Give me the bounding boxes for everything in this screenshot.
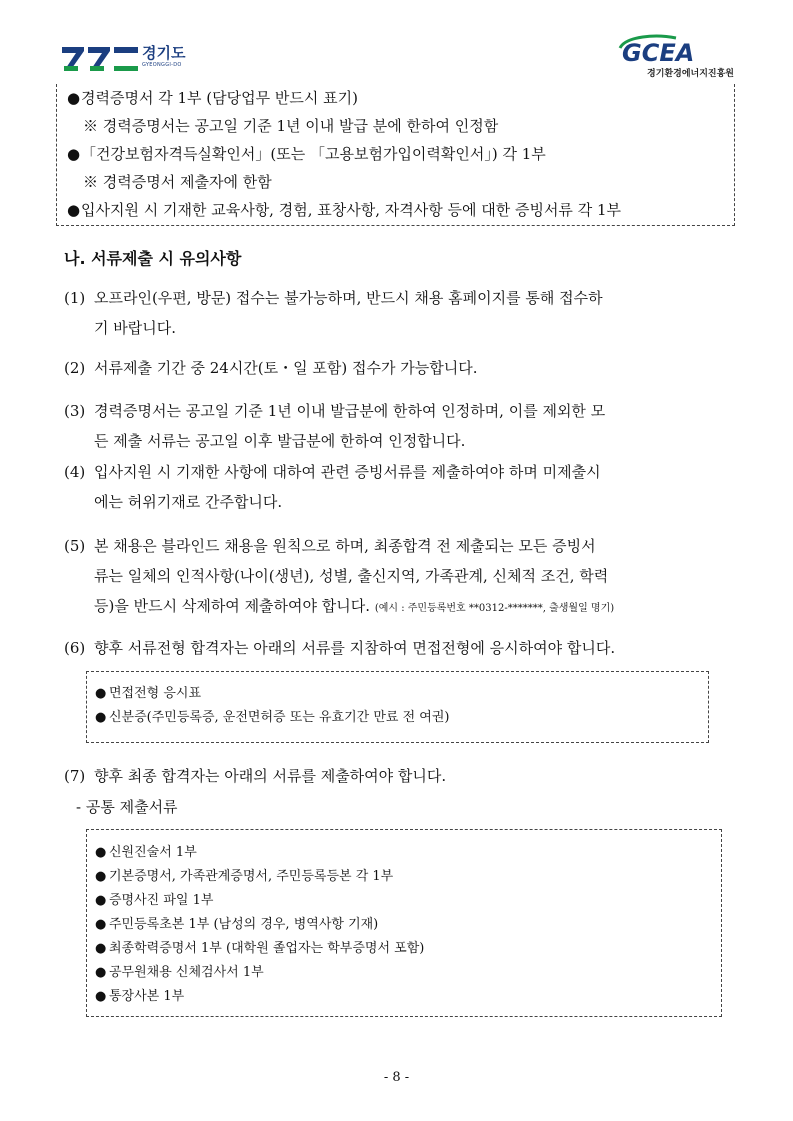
bullet-icon: ● [95,845,107,860]
page-number: - 8 - [383,1070,410,1085]
bullet-icon: ● [67,145,81,163]
common-docs-box [86,829,722,1017]
bullet-icon: ● [95,893,107,908]
list-item: ● 주민등록초본 1부 (남성의 경우, 병역사항 기재) [95,917,379,932]
example-note: (예시 : 주민등록번호 **0312-*******, 출생월일 명기) [374,603,615,614]
list-item: ● 증명사진 파일 1부 [95,893,214,908]
notice-item-5-cont-2: 등)을 반드시 삭제하여 제출하여야 합니다. (예시 : 주민등록번호 **0312-*******, 출생월일 명기) [94,597,615,615]
bullet-icon: ● [95,965,107,980]
notice-item-2: (2) 서류제출 기간 중 24시간(토・일 포함) 접수가 가능합니다. [64,359,478,377]
page-header [0,0,793,80]
common-docs-heading: - 공통 제출서류 [76,798,178,816]
bullet-icon: ● [95,710,107,725]
list-item: ● 신분증(주민등록증, 운전면허증 또는 유효기간 만료 전 여권) [95,710,450,725]
notice-item-1-cont: 기 바랍니다. [94,319,176,337]
gyeonggi-logo-mark-icon [62,44,140,74]
interview-docs-box [86,671,709,743]
bullet-icon: ● [67,89,81,107]
list-item: ●경력증명서 각 1부 (담당업무 반드시 표기) [67,89,358,107]
gcea-logo-subtext: 경기환경에너지진흥원 [647,69,734,79]
list-item-note: ※ 경력증명서는 공고일 기준 1년 이내 발급 분에 한하여 인정함 [83,117,499,135]
bullet-icon: ● [95,686,107,701]
required-docs-box [56,84,735,226]
list-item: ● 통장사본 1부 [95,989,185,1004]
gyeonggi-logo-subtext: GYEONGGI-DO [142,62,182,68]
list-item: ● 신원진술서 1부 [95,845,197,860]
section-title: 나. 서류제출 시 유의사항 [64,249,242,268]
notice-item-7: (7) 향후 최종 합격자는 아래의 서류를 제출하여야 합니다. [64,767,447,785]
notice-item-4-cont: 에는 허위기재로 간주합니다. [94,493,283,511]
list-item: ●입사지원 시 기재한 교육사항, 경험, 표창사항, 자격사항 등에 대한 증빙서류 각 1부 [67,201,621,219]
bullet-icon: ● [95,869,107,884]
notice-item-3: (3) 경력증명서는 공고일 기준 1년 이내 발급분에 한하여 인정하며, 이를 제외한 모 [64,402,606,420]
notice-item-6: (6) 향후 서류전형 합격자는 아래의 서류를 지참하여 면접전형에 응시하여야 합니다. [64,639,616,657]
list-item-note: ※ 경력증명서 제출자에 한함 [83,173,272,191]
notice-item-3-cont: 든 제출 서류는 공고일 이후 발급분에 한하여 인정합니다. [94,432,466,450]
gcea-logo-icon [616,34,734,66]
notice-item-5: (5) 본 채용은 블라인드 채용을 원칙으로 하며, 최종합격 전 제출되는 모든 증빙서 [64,537,596,555]
bullet-icon: ● [95,989,107,1004]
list-item: ● 기본증명서, 가족관계증명서, 주민등록등본 각 1부 [95,869,394,884]
list-item: ● 면접전형 응시표 [95,686,202,701]
gcea-logo-text: GCEA [622,39,695,66]
notice-item-1: (1) 오프라인(우편, 방문) 접수는 불가능하며, 반드시 채용 홈페이지를 통해 접수하 [64,289,603,307]
bullet-icon: ● [67,201,81,219]
bullet-icon: ● [95,941,107,956]
list-item: ● 공무원채용 신체검사서 1부 [95,965,264,980]
list-item: ● 최종학력증명서 1부 (대학원 졸업자는 학부증명서 포함) [95,941,425,956]
gcea-logo [606,34,736,80]
notice-item-4: (4) 입사지원 시 기재한 사항에 대하여 관련 증빙서류를 제출하여야 하며 미제출시 [64,463,601,481]
notice-item-5-cont: 류는 일체의 인적사항(나이(생년), 성별, 출신지역, 가족관계, 신체적 조건, 학력 [94,567,609,585]
gyeonggi-logo-text: 경기도 [142,44,186,62]
list-item: ●「건강보험자격득실확인서」(또는 「고용보험가입이력확인서」) 각 1부 [67,145,546,163]
bullet-icon: ● [95,917,107,932]
